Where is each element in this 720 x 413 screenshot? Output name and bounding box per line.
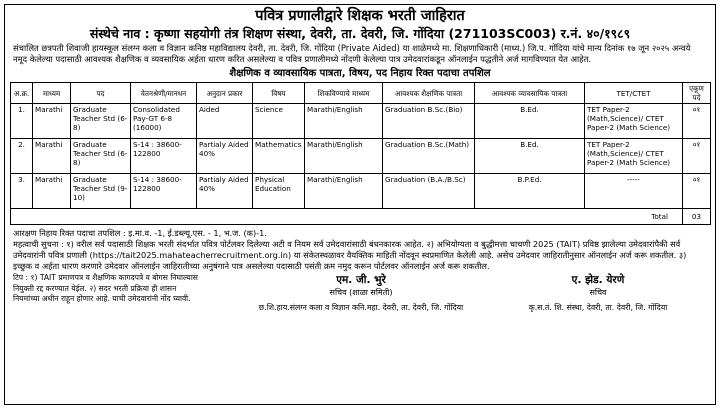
- total-value: 03: [683, 209, 711, 225]
- header-cell: एकूण पदे: [683, 83, 711, 104]
- signatory-organization: छ.शि.हाय.संलग्न कला व विज्ञान कनि.महा. देवरी, ता. देवरी, जि. गोंदिया: [258, 303, 464, 313]
- cell-grant-type: Aided: [197, 104, 253, 139]
- header-cell: अ.क्र.: [11, 83, 33, 104]
- cell-pay-scale: Consolidated Pay-GT 6-8 (16000): [131, 104, 197, 139]
- cell-medium: Marathi: [33, 174, 71, 209]
- header-cell: अनुदान प्रकार: [197, 83, 253, 104]
- cell-professional-qualification: B.P.Ed.: [475, 174, 585, 209]
- cell-post: Graduate Teacher Std (9-10): [71, 174, 131, 209]
- table-row: [11, 104, 711, 139]
- cell-total-posts: ०१: [683, 104, 711, 139]
- cell-professional-qualification: B.Ed.: [475, 139, 585, 174]
- header-cell: शिकविण्याचे माध्यम: [305, 83, 383, 104]
- organization-line: संस्थेचे नाव : कृष्णा सहयोगी तंत्र शिक्षण संस्था, देवरी, ता. देवरी, जि. गोंदिया (271103SC003) र.नं. ४०/१९८९: [89, 26, 631, 41]
- signatory-role: सचिव (शाळा समिती): [329, 288, 393, 298]
- cell-teaching-medium: Marathi/English: [305, 139, 383, 174]
- cell-pay-scale: S-14 : 38600-122800: [131, 139, 197, 174]
- table-row: [11, 139, 711, 174]
- cell-pay-scale: S-14 : 38600-122800: [131, 174, 197, 209]
- advertisement-page: [4, 4, 716, 405]
- cell-subject: Science: [253, 104, 305, 139]
- cell-post: Graduate Teacher Std (6-8): [71, 139, 131, 174]
- cell-educational-qualification: Graduation (B.A./B.Sc): [383, 174, 475, 209]
- important-note: महत्वाची सुचना : १) वरील सर्व पदासाठी शिक्षक भरती संदर्भात पवित्र पोर्टलवर दिलेल्या अटी व नियम सर्व उमेदवारांसाठी बंधनकारक आहेत. २) अभियोग्यता व बुद्धीमत्ता चाचणी 2025 (TAIT) प्रविष्ठ झालेल्या उमेदवारांपैकी सर्व उमेदवारांनी पवित्र प्रणाली (https://tait2025.mahateacherrecruitment.org.in) या संकेतस्थळावर वैयक्तिक माहिती नोंदवून स्वप्रमाणित केलेली आहे. असेच उमेदवार जाहिरातीनुसार ऑनलाईन अर्ज करू शकतील. ३) इच्छुक व अर्हता धारण करणारे उमेदवार ऑनलाईन जाहिरातीच्या अनुषंगाने पात्र असलेल्या पदासाठी पसंती क्रम नमुद करून पोर्टलवर ऑनलाईन अर्ज करू शकतील.: [13, 239, 687, 272]
- signatory-name: ए. झेड. येरणे: [571, 274, 625, 287]
- signatory-school-committee: [251, 273, 471, 313]
- cell-post: Graduate Teacher Std (6-8): [71, 104, 131, 139]
- table-heading: शैक्षणिक व व्यावसायिक पात्रता, विषय, पद निहाय रिक्त पदाचा तपशिल: [229, 68, 491, 80]
- header-cell: माध्यम: [33, 83, 71, 104]
- cell-teaching-medium: Marathi/English: [305, 174, 383, 209]
- header-cell: वेतनश्रेणी/मानधन: [131, 83, 197, 104]
- table-row: [11, 174, 711, 209]
- signatory-organization: कृ.स.तं. शि. संस्था, देवरी, ता. देवरी, जि. गोंदिया: [528, 303, 668, 313]
- header-cell: पद: [71, 83, 131, 104]
- cell-professional-qualification: B.Ed.: [475, 104, 585, 139]
- vacancy-table: [10, 82, 711, 225]
- signatory-name: एम. जी. भुरे: [336, 274, 386, 287]
- signatory-society: [485, 273, 711, 313]
- cell-tet-ctet: -----: [585, 174, 683, 209]
- tip-note: टिप : १) TAIT प्रमाणपत्र व शैक्षणिक कागदपत्रे व बोगस निघाल्यास नियुक्ती रद्द करण्यात येईल. २) सदर भरती प्रक्रिया ही शासन नियमांच्या अधीन राहून होणार आहे. याची उमेदवारांनी नोंद घ्यावी.: [13, 273, 198, 304]
- cell-sr-no: 1.: [11, 104, 33, 139]
- cell-total-posts: ०१: [683, 139, 711, 174]
- cell-tet-ctet: TET Paper-2 (Math,Science)/ CTET Paper-2 (Math Science): [585, 139, 683, 174]
- cell-teaching-medium: Marathi/English: [305, 104, 383, 139]
- header-cell: विषय: [253, 83, 305, 104]
- table-header-row: [11, 83, 711, 104]
- intro-paragraph: संचालित छत्रपती शिवाजी हायस्कूल संलग्न कला व विज्ञान कनिष्ठ महाविद्यालय देवरी, ता. देवरी, जि. गोंदिया (Private Aided) या शाळेमध्ये मा. शिक्षणाधिकारी (माध्य.) जि.प. गोंदिया यांचे मान्य दिनांक १७ जून २०२५ अन्वये नमूद केलेल्या पदासाठी आवश्यक शैक्षणिक व व्यवसायिक अर्हता धारण करित असलेल्या व पवित्र प्रणालीमध्ये नोंदणी केलेल्या पात्र उमेदवारांकडून ऑनलाईन पद्धतीने अर्ज मागविण्यात येत आहेत.: [13, 43, 691, 65]
- cell-educational-qualification: Graduation B.Sc.(Math): [383, 139, 475, 174]
- cell-subject: Physical Education: [253, 174, 305, 209]
- reservation-details: आरक्षण निहाय रिक्त पदाचा तपशिल : इ.मा.व. -1, ई.डब्ल्यू.एस. - 1, भ.ज. (क)-1.: [13, 228, 267, 239]
- header-cell: TET/CTET: [585, 83, 683, 104]
- cell-medium: Marathi: [33, 139, 71, 174]
- header-cell: आवश्यक शैक्षणिक पात्रता: [383, 83, 475, 104]
- header-cell: आवश्यक व्यावसायिक पात्रता: [475, 83, 585, 104]
- cell-grant-type: Partialy Aided 40%: [197, 174, 253, 209]
- cell-subject: Mathematics: [253, 139, 305, 174]
- cell-grant-type: Partialy Aided 40%: [197, 139, 253, 174]
- cell-total-posts: ०१: [683, 174, 711, 209]
- cell-medium: Marathi: [33, 104, 71, 139]
- signatory-role: सचिव: [589, 288, 607, 298]
- cell-sr-no: 2.: [11, 139, 33, 174]
- cell-educational-qualification: Graduation B.Sc.(Bio): [383, 104, 475, 139]
- table-total-row: [11, 209, 711, 225]
- notice-title: पवित्र प्रणालीद्वारे शिक्षक भरती जाहिरात: [255, 8, 465, 24]
- footer-section: [5, 273, 715, 333]
- cell-sr-no: 3.: [11, 174, 33, 209]
- total-label: Total: [11, 209, 683, 225]
- cell-tet-ctet: TET Paper-2 (Math,Science)/ CTET Paper-2 (Math Science): [585, 104, 683, 139]
